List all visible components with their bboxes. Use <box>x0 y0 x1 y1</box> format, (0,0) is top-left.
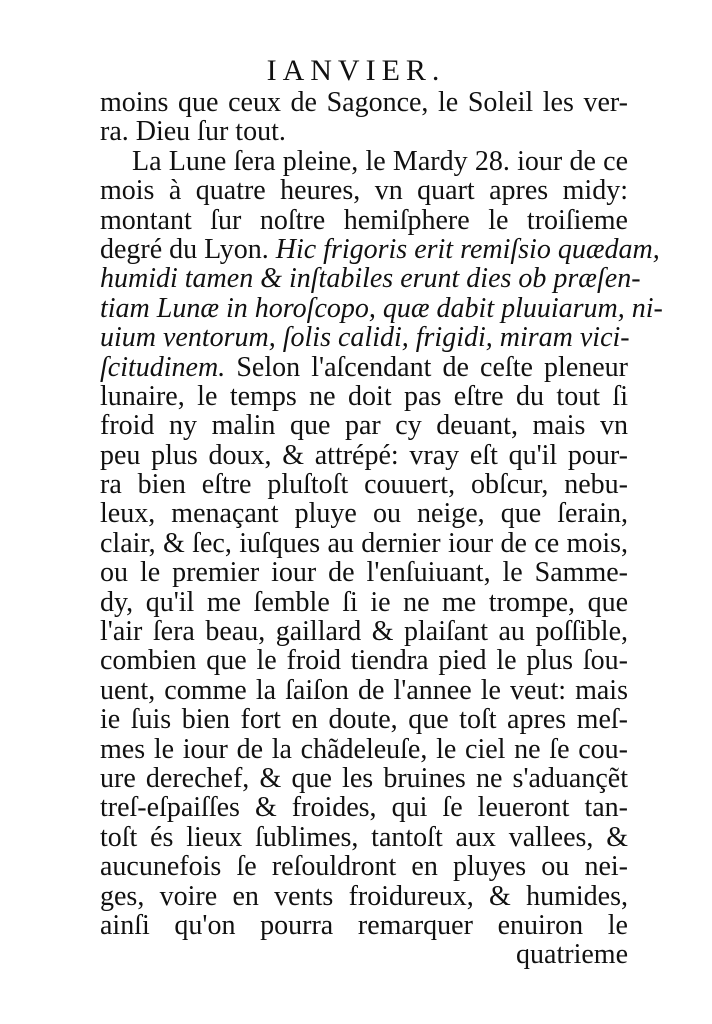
french-text: lunaire, le temps ne doit pas eſtre du tout ſi <box>100 380 628 412</box>
text-line <box>100 263 641 295</box>
french-text: combien que le froid tiendra pied le plus ſou- <box>100 645 628 677</box>
french-text: aucunefois ſe reſouldront en pluyes ou nei- <box>100 851 628 883</box>
latin-italic-text: tiam Lunæ in horoſcopo, quæ dabit pluuiarum, ni- <box>100 292 663 324</box>
text-line <box>100 793 628 822</box>
french-text: Selon l'aſcendant de ceſte pleneur <box>225 351 628 383</box>
french-text: ra. Dieu ſur tout. <box>100 116 286 148</box>
latin-italic-text: Hic frigoris erit remiſsio quædam, <box>275 233 660 265</box>
text-line <box>100 382 628 411</box>
text-line <box>100 206 628 235</box>
catchword: quatrieme <box>516 939 628 971</box>
french-text: mois à quatre heures, vn quart apres midy: <box>100 175 628 207</box>
french-text: La Lune ſera pleine, le Mardy 28. iour de ce <box>132 145 628 177</box>
text-line <box>100 499 628 528</box>
text-line <box>100 676 628 705</box>
text-line <box>100 117 628 146</box>
french-text: ie ſuis bien fort en doute, que toſt apres meſ- <box>100 704 628 736</box>
french-text: ra bien eſtre pluſtoſt couuert, obſcur, nebu- <box>100 469 628 501</box>
french-text: ure derechef, & que les bruines ne s'aduançẽt <box>100 762 628 794</box>
text-line <box>100 441 628 470</box>
body-text <box>100 87 663 971</box>
text-line <box>100 823 628 852</box>
text-line <box>100 735 628 764</box>
text-line <box>100 411 628 440</box>
text-line <box>100 646 628 675</box>
text-line <box>100 323 628 352</box>
latin-italic-text: ſcitudinem. <box>100 351 226 383</box>
french-text: toſt és lieux ſublimes, tantoſt aux vallees, & <box>100 821 628 853</box>
text-line <box>100 147 628 176</box>
french-text: mes le iour de la chãdeleuſe, le ciel ne ſe cou- <box>100 733 628 765</box>
text-line <box>100 233 660 265</box>
french-text: froid ny malin que par cy deuant, mais vn <box>100 410 628 442</box>
text-line <box>100 88 628 117</box>
latin-italic-text: humidi tamen & inſtabiles erunt dies ob præſen- <box>100 263 641 295</box>
text-line <box>100 353 628 382</box>
text-line <box>100 558 628 587</box>
french-text: treſ-eſpaiſſes & froides, qui ſe leueront tan- <box>100 792 628 824</box>
running-title: IANVIER. <box>266 54 446 87</box>
text-line <box>100 292 663 324</box>
french-text: moins que ceux de Sagonce, le Soleil les ver- <box>100 87 628 118</box>
text-line <box>100 176 628 205</box>
text-line <box>100 764 628 793</box>
french-text: clair, & ſec, iuſques au dernier iour de ce mois, <box>100 527 628 559</box>
french-text: leux, menaçant pluye ou neige, que ſerain, <box>100 498 628 530</box>
french-text: montant ſur noſtre hemiſphere le troiſieme <box>100 204 628 236</box>
french-text: dy, qu'il me ſemble ſi ie ne me trompe, que <box>100 586 628 618</box>
text-line <box>100 588 628 617</box>
text-line <box>100 911 628 940</box>
french-text: l'air ſera beau, gaillard & plaiſant au poſſible, <box>100 616 628 648</box>
french-text: ainſi qu'on pourra remarquer enuiron le <box>100 909 628 941</box>
text-line <box>100 852 628 881</box>
text-line <box>100 470 628 499</box>
french-text: ou le premier iour de l'enſuiuant, le Samme- <box>100 557 628 589</box>
french-text: ges, voire en vents froidureux, & humides, <box>100 880 628 912</box>
text-line <box>100 617 628 646</box>
text-line <box>100 705 628 734</box>
french-text: uent, comme la ſaiſon de l'annee le veut: mais <box>100 674 628 706</box>
french-text: peu plus doux, & attrépé: vray eſt qu'il pour- <box>100 439 628 471</box>
french-text: degré du Lyon. <box>100 233 276 265</box>
text-line <box>100 882 628 911</box>
text-line <box>100 529 628 558</box>
latin-italic-text: uium ventorum, ſolis calidi, frigidi, miram vici- <box>100 322 630 354</box>
